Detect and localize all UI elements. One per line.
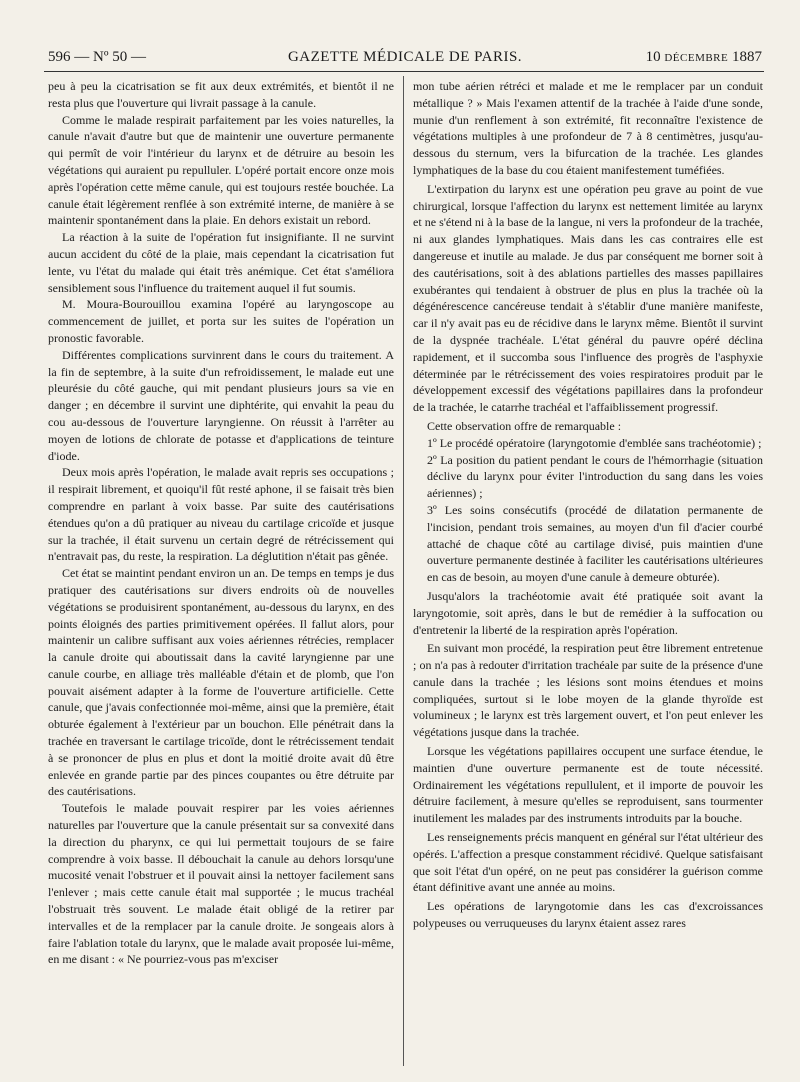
paragraph: Deux mois après l'opération, le malade avait repris ses occupations ; il respirait librement, et quoiqu'il fût resté aphone, il se faisait très bien comprendre en parlant à voix basse. Par suite des cautérisations étendues qu'on a dû pratiquer au niveau du cartilage cricoïde et jusque sur la trachée, il était survenu un certain degré de rétrécissement qui n'entravait pas, du reste, la respiration. La déglutition n'était pas gênée. [48, 465, 394, 564]
paragraph: Cette observation offre de remarquable : [427, 418, 622, 433]
left-column [48, 78, 394, 968]
header-rule [44, 71, 764, 72]
paragraph: Toutefois le malade pouvait respirer par les voies aériennes naturelles par l'ouverture que la canule présentait sur sa convexité dans la direction du pharynx, ce qui lui permettait toujours de se faire comprendre à voix basse. Il débouchait la canule au dehors lorsqu'une mucosité venait l'obstruer et il pouvait ainsi la nettoyer facilement sans l'enlever ; mais cette canule était mal supportée ; le mucus trachéal l'obstruait très souvent. Le malade était obligé de la retirer par intervalles et de la remplacer par la canule droite. Je songeais alors à faire l'ablation totale du larynx, que le malade avait proposée lui-même, en me disant : « Ne pourriez-vous pas m'exciser [48, 801, 394, 967]
date-day: 10 [645, 49, 661, 65]
paragraph: Différentes complications survinrent dans le cours du traitement. A la fin de septembre, à la suite d'un refroidissement, le malade eut une pleurésie du côté gauche, qui mit pendant plusieurs jours sa vie en danger ; en décembre il survint une diphtérite, qui envahit la peau du cou au-dessous de l'ouverture laryngienne. On réussit à l'arrêter au moyen de lotions de chlorate de potasse et d'applications de teinture d'iode. [48, 347, 394, 463]
paragraph: Les opérations de laryngotomie dans les cas d'excroissances polypeuses ou verruqueuses du larynx étaient assez rares [413, 899, 763, 931]
paragraph: M. Moura-Bourouillou examina l'opéré au laryngoscope au commencement de juillet, et porta sur les suites de l'opération un pronostic favorable. [48, 297, 394, 345]
page-number: 596 — Nº 50 — [48, 49, 146, 65]
paragraph: La réaction à la suite de l'opération fut insignifiante. Il ne survint aucun accident du côté de la plaie, mais cependant la cicatrisation fut lente, vu l'état du malade qui était très anémique. Cet état s'améliora sensiblement sous l'influence du traitement auquel il fut soumis. [48, 230, 394, 295]
paragraph: En suivant mon procédé, la respiration peut être librement entretenue ; on n'a pas à redouter d'irritation trachéale par suite de la présence d'une canule dans la trachée ; les lésions sont moins étendues et moins compliquées, surtout si le lobe moyen de la glande thyroïde est volumineux ; le larynx est très largement ouvert, et l'on peut enlever les végétations jusque dans la trachée. [413, 641, 763, 740]
list-item: 3º Les soins consécutifs (procédé de dilatation permanente de l'incision, pendant trois semaines, au moyen d'un fil d'acier courbé attaché de chaque côté au cartilage divisé, puis maintien d'une ouverture permanente destinée à faciliter les cautérisations ultérieures en cas de besoin, au moyen d'une canule à demeure obturée). [427, 502, 763, 585]
list-item: 2º La position du patient pendant le cours de l'hémorrhagie (situation déclive du larynx pour éviter l'introduction du sang dans les voies aériennes) ; [427, 452, 763, 501]
column-divider [403, 76, 404, 1066]
date-year: 1887 [732, 49, 762, 65]
date-month: DÉCEMBRE [664, 52, 729, 64]
paragraph: Comme le malade respirait parfaitement par les voies naturelles, la canule n'avait d'autre but que de maintenir une ouverture permanente qui permît de voir l'intérieur du larynx et de détruire au besoin les végétations qui auraient pu repulluler. L'opéré portait encore onze mois après l'opération cette même canule, qui est toujours restée bouchée. La canule était légèrement renflée à son extrémité interne, de manière à se maintenir spontanément dans la plaie. En dehors existait un rebord. [48, 112, 394, 228]
paragraph: Jusqu'alors la trachéotomie avait été pratiquée soit avant la laryngotomie, soit après, dans le but de remédier à la suffocation ou d'entretenir la liberté de la respiration après l'opération. [413, 588, 763, 637]
journal-title: GAZETTE MÉDICALE DE PARIS. [287, 49, 523, 65]
paragraph: Cet état se maintint pendant environ un an. De temps en temps je dus pratiquer des cautérisations sur divers endroits où de nouvelles végétations se produisirent spontanément, au-dessous du larynx, en des points éloignés des parties primitivement opérées. Il fallut alors, pour maintenir un calibre suffisant aux voies aériennes rétrécies, remplacer la canule droite qui aboutissait dans la cavité laryngienne par une canule courbe, en alliage très malléable d'étain et de plomb, que l'on pouvait aisément adapter à la forme de l'ouverture artificielle. Cette canule, que j'avais confectionnée moi-même, ainsi que la première, était obturée également à l'extérieur par un bouchon. Elle pénétrait dans la trachée en traversant le cartilage tricoïde, dont le rétrécissement tendait à se prononcer de plus en plus et dont la moitié droite avait dû être enlevée en grande partie par des pinces coupantes ou être détruite par des cautérisations. [48, 566, 395, 799]
issue-date [646, 46, 762, 69]
paragraph: Lorsque les végétations papillaires occupent une surface étendue, le maintien d'une ouverture permanente est de toute nécessité. Ordinairement les végétations repullulent, et il importe de pouvoir les détruire facilement, à mesure qu'elles se reproduisent, sans tourmenter inutilement les malades par des instruments introduits par la bouche. [413, 744, 763, 826]
right-column [413, 78, 763, 932]
page-header [48, 46, 762, 68]
paragraph: L'extirpation du larynx est une opération peu grave au point de vue chirurgical, lorsque l'affection du larynx est nettement limitée au larynx et ne s'étend ni à la base de la langue, ni vers la profondeur de la trachée, ni aux glandes lymphatiques. Mais dans les cas contraires elle est dangereuse et inutile au malade. Je dus par conséquent me borner soit à des cautérisations, soit à des ablations partielles des masses papillaires exubérantes qui tendaient à obstruer de plus en plus la trachée où la dégénérescence cancéreuse tendait à s'établir d'une manière manifeste, car il n'y avait pas eu de récidive dans le larynx même. Bientôt il survint de la dyspnée trachéale. L'état général du pauvre opéré déclina rapidement, et il succomba sous l'influence des progrès de l'asphyxie déterminée par le rétrécissement des voies respiratoires produit par le développement excessif des végétations papillaires dans la profondeur de la trachée, le catarrhe trachéal et l'affaiblissement progressif. [413, 181, 763, 415]
paragraph: peu à peu la cicatrisation se fit aux deux extrémités, et bientôt il ne resta plus que l'ouverture qui livrait passage à la canule. [48, 79, 394, 110]
paragraph: mon tube aérien rétréci et malade et me le remplacer par un conduit métallique ? » Mais l'examen attentif de la trachée à l'aide d'une sonde, munie d'un renflement à son extrémité, fit reconnaître l'existence de végétations multiples à une profondeur de 7 à 8 centimètres, jusqu'au-dessous du sternum, vers la bifurcation de la trachée. Les glandes lymphatiques de la base du cou étaient manifestement tuméfiées. [413, 79, 763, 177]
list-item: 1º Le procédé opératoire (laryngotomie d'emblée sans trachéotomie) ; [427, 435, 762, 450]
paragraph: Les renseignements précis manquent en général sur l'état ultérieur des opérés. L'affection a presque constamment récidivé. Quelque satisfaisant que soit l'état d'un opéré, on ne peut pas considérer la guérison comme étant définitive avant une année au moins. [413, 830, 763, 895]
